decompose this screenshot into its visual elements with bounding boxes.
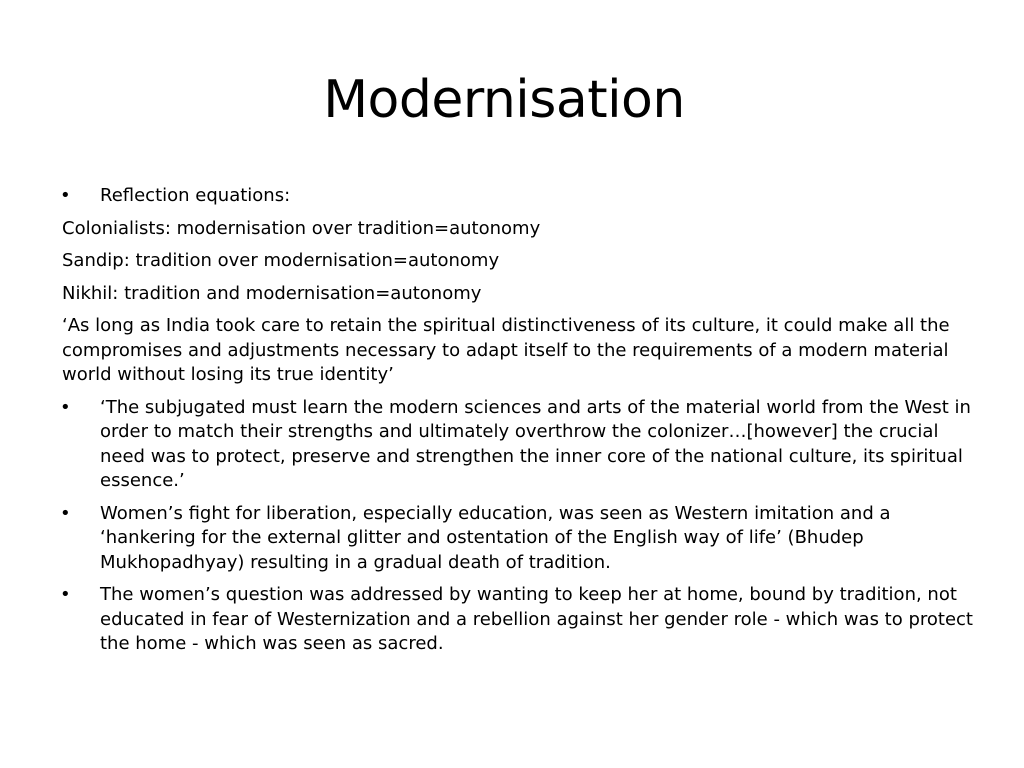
bullet-icon: • <box>60 185 71 206</box>
paragraph <box>62 282 982 307</box>
bullet-item <box>62 184 982 209</box>
bullet-item <box>62 396 982 494</box>
bullet-text: Reflection equations: <box>100 185 291 206</box>
bullet-item <box>62 583 982 657</box>
slide-body <box>62 184 982 665</box>
bullet-text: Women’s fight for liberation, especially education, was seen as Western imitation and a ‘hankering for the external glitter and ostentation of the English way of life’ (Bhudep Mukhopadhyay) resulting in a gradual death of tradition. <box>100 502 891 573</box>
bullet-icon: • <box>60 502 71 524</box>
paragraph-text: ‘As long as India took care to retain the spiritual distinctiveness of its culture, it could make all the compromises and adjustments necessary to adapt itself to the requirements of a modern material world without losing its true identity’ <box>62 315 950 385</box>
paragraph-text: Nikhil: tradition and modernisation=autonomy <box>62 282 482 304</box>
bullet-icon: • <box>60 396 71 418</box>
paragraph <box>62 249 982 274</box>
slide-title: Modernisation <box>323 70 685 130</box>
paragraph <box>62 217 982 242</box>
bullet-text: ‘The subjugated must learn the modern sciences and arts of the material world from the West in order to match their strengths and ultimately overthrow the colonizer…[however] the crucial need was to protect, preserve and strengthen the inner core of the national culture, its spiritual essence.’ <box>100 396 971 491</box>
quote-paragraph <box>62 314 982 388</box>
paragraph-text: Sandip: tradition over modernisation=autonomy <box>62 250 500 271</box>
paragraph-text: Colonialists: modernisation over tradition=autonomy <box>62 217 541 239</box>
bullet-text: The women’s question was addressed by wanting to keep her at home, bound by tradition, not educated in fear of Westernization and a rebellion against her gender role - which was to protect the home - which was seen as sacred. <box>100 584 973 654</box>
bullet-icon: • <box>60 584 71 605</box>
bullet-item <box>62 502 982 576</box>
